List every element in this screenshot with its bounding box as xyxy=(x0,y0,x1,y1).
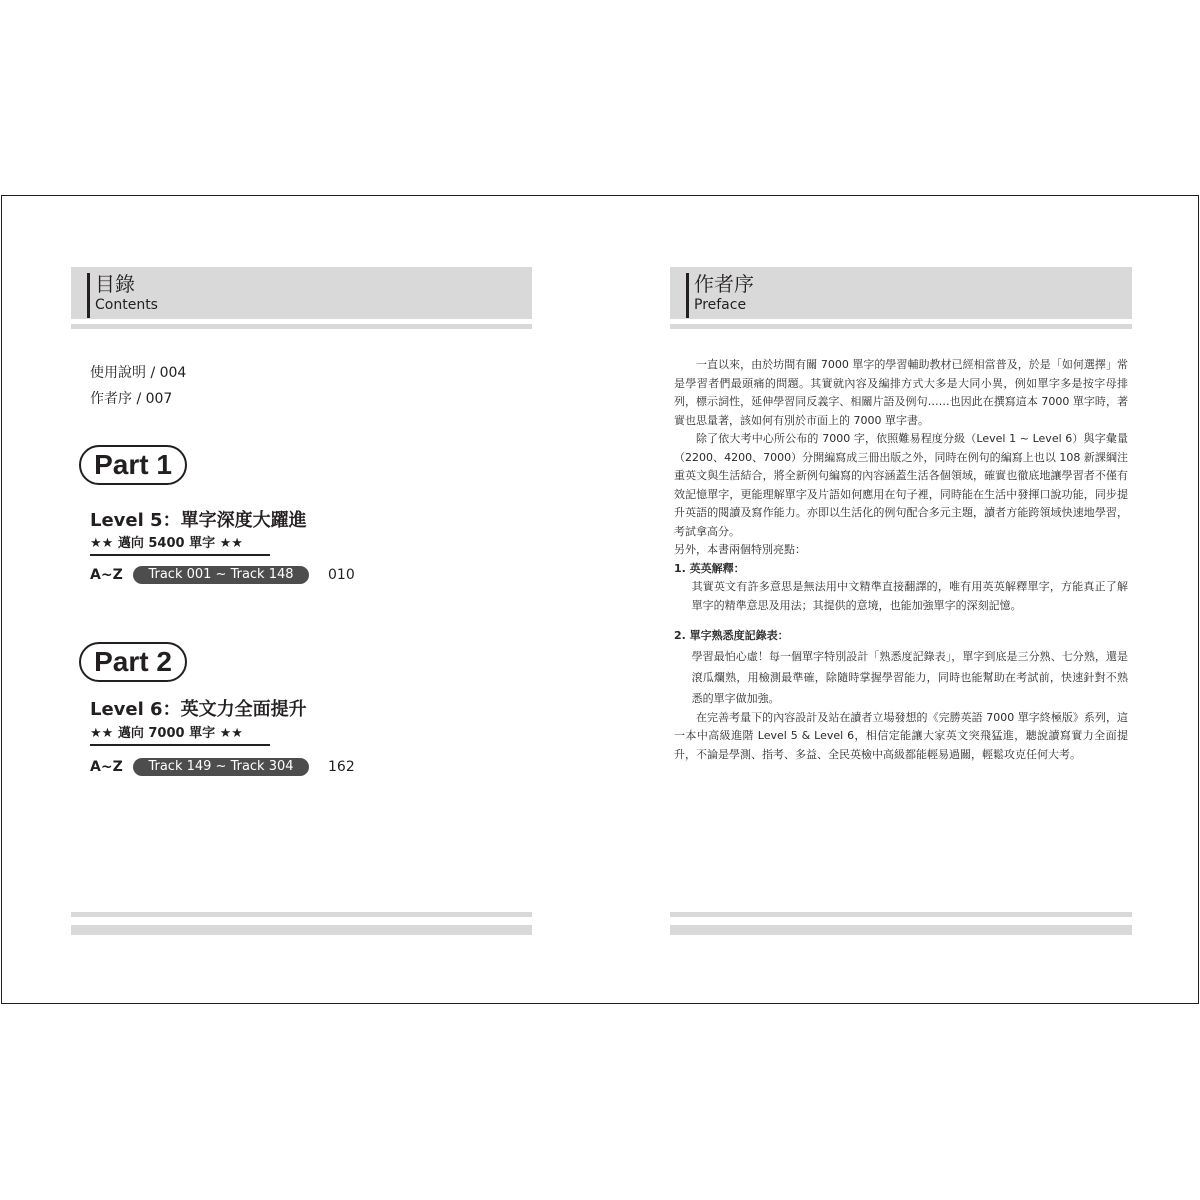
track-range-pill: Track 149 ~ Track 304 xyxy=(133,758,309,776)
header-accent-bar xyxy=(87,273,90,318)
feature-2-body: 學習最怕心虛！每一個單字特別設計「熟悉度記錄表」，單字到底是三分熟、七分熟，還是滾瓜爛熟，用檢測最準確，除隨時掌握學習能力，同時也能幫助在考試前，快速針對不熟悉的單字做加強。 xyxy=(691,649,1128,705)
level-6-title: Level 6：英文力全面提升 xyxy=(90,699,307,720)
preface-paragraph-1: 一直以來，由於坊間有關 7000 單字的學習輔助教材已經相當普及，於是「如何選擇」常是學習者們最頭痛的問題。其實就內容及編排方式大多是大同小異，例如單字多是按字母排列，標示詞性，延伸學習同反義字、相關片語及例句……也因此在撰寫這本 7000 單字時，著實也思量著，該如何有別於市面上的 7000 單字書。 xyxy=(674,358,1128,427)
page-number: 162 xyxy=(328,759,355,775)
header-accent-bar xyxy=(686,273,689,318)
az-label: A~Z xyxy=(90,759,123,775)
feature-2-heading: 2. 單字熟悉度記錄表： xyxy=(674,629,789,642)
level-5-title: Level 5：單字深度大躍進 xyxy=(90,510,307,531)
book-spread xyxy=(1,195,1199,1004)
level-6-subtitle: ★★ 邁向 7000 單字 ★★ xyxy=(90,726,243,741)
footer-band xyxy=(71,925,532,935)
footer-band xyxy=(670,925,1132,935)
page-number: 010 xyxy=(328,567,355,583)
feature-1-body: 其實英文有許多意思是無法用中文精準直接翻譯的，唯有用英英解釋單字，方能真正了解單字的精準意思及用法；其提供的意境，也能加強單字的深刻記憶。 xyxy=(691,580,1128,612)
level-6-underline xyxy=(90,744,270,746)
page-title: 目錄 xyxy=(95,272,135,296)
feature-1-heading: 1. 英英解釋： xyxy=(674,561,745,575)
contents-page xyxy=(71,196,532,1003)
preface-paragraph-3: 另外，本書兩個特別亮點： xyxy=(674,543,806,556)
level-5-underline xyxy=(90,554,270,556)
header-rule xyxy=(71,324,532,329)
page-title: 作者序 xyxy=(694,272,754,296)
toc-entry-preface: 作者序 / 007 xyxy=(90,391,173,407)
preface-page xyxy=(670,196,1132,1003)
level-5-subtitle: ★★ 邁向 5400 單字 ★★ xyxy=(90,536,243,551)
track-range-pill: Track 001 ~ Track 148 xyxy=(133,566,309,584)
preface-paragraph-2: 除了依大考中心所公布的 7000 字，依照難易程度分級（Level 1 ~ Level 6）與字彙量（2200、4200、7000）分開編寫成三冊出版之外，同時在例句的編寫上也以 108 新課綱注重英文與生活結合，將全新例句編寫的內容涵蓋生活各個領域，確實也徹底地讓學習者不僅有效記憶單字，更能理解單字及片語如何應用在句子裡，同時能在生活中發揮口說功能，同步提升英語的閱讀及寫作能力。亦即以生活化的例句配合多元主題，讀者方能跨領域快速地學習，考試拿高分。 xyxy=(674,432,1128,538)
toc-entry-usage: 使用說明 / 004 xyxy=(90,365,187,381)
part-2-badge: Part 2 xyxy=(79,642,187,682)
preface-body xyxy=(674,356,1128,764)
footer-rule xyxy=(670,912,1132,917)
preface-paragraph-4: 在完善考量下的內容設計及站在讀者立場發想的《完勝英語 7000 單字終極版》系列，這一本中高級進階 Level 5 & Level 6，相信定能讓大家英文突飛猛進，聽說讀寫實力全面提升，不論是學測、指考、多益、全民英檢中高級都能輕易過關，輕鬆攻克任何大考。 xyxy=(674,710,1128,761)
az-label: A~Z xyxy=(90,567,123,583)
spacer xyxy=(674,615,1128,627)
page-subtitle: Preface xyxy=(694,297,747,313)
header-rule xyxy=(670,324,1132,329)
page-subtitle: Contents xyxy=(95,297,158,313)
part-1-badge: Part 1 xyxy=(79,445,187,485)
footer-rule xyxy=(71,912,532,917)
